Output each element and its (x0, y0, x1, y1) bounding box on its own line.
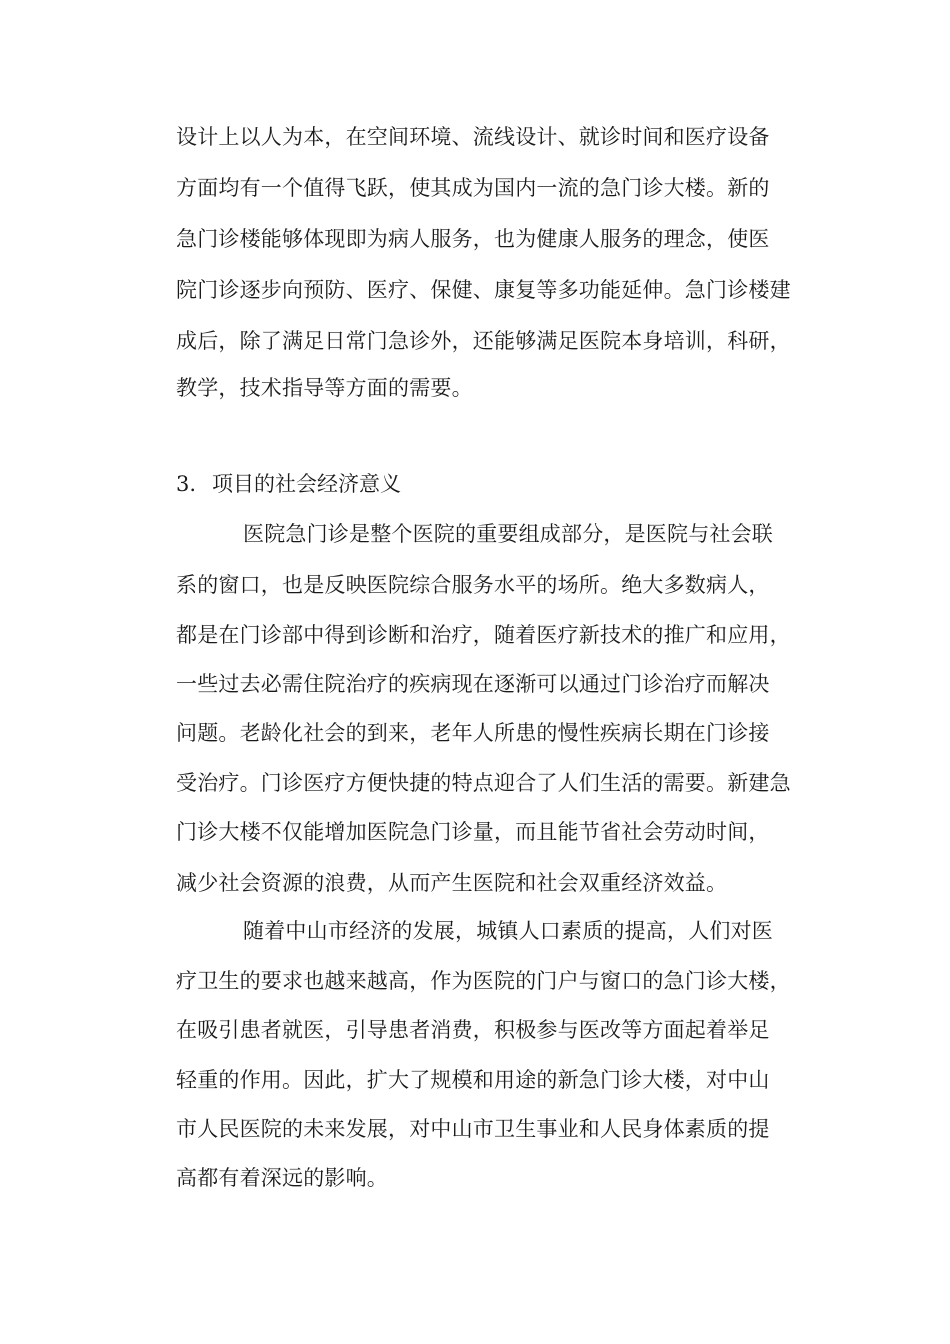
text-line: 问题。老龄化社会的到来，老年人所患的慢性疾病长期在门诊接 (176, 721, 770, 745)
section-heading (176, 471, 401, 497)
text-line: 都是在门诊部中得到诊断和治疗，随着医疗新技术的推广和应用， (176, 623, 791, 647)
text-line: 市人民医院的未来发展，对中山市卫生事业和人民身体素质的提 (176, 1117, 770, 1141)
text-line: 院门诊逐步向预防、医疗、保健、康复等多功能延伸。急门诊楼建 (176, 278, 791, 302)
section-number: 3. (176, 472, 197, 496)
text-line: 受治疗。门诊医疗方便快捷的特点迎合了人们生活的需要。新建急 (176, 771, 791, 795)
text-line: 方面均有一个值得飞跃，使其成为国内一流的急门诊大楼。新的 (176, 176, 770, 200)
text-line: 疗卫生的要求也越来越高，作为医院的门户与窗口的急门诊大楼， (176, 969, 791, 993)
text-line: 在吸引患者就医，引导患者消费，积极参与医改等方面起着举足 (176, 1018, 770, 1042)
section-title: 项目的社会经济意义 (212, 472, 401, 496)
paragraph-first-line: 医院急门诊是整个医院的重要组成部分，是医院与社会联 (243, 522, 773, 546)
text-line: 一些过去必需住院治疗的疾病现在逐渐可以通过门诊治疗而解决 (176, 672, 770, 696)
text-line: 教学，技术指导等方面的需要。 (176, 376, 473, 400)
paragraph-first-line: 随着中山市经济的发展，城镇人口素质的提高，人们对医 (243, 919, 773, 943)
text-line: 门诊大楼不仅能增加医院急门诊量，而且能节省社会劳动时间， (176, 820, 770, 844)
text-line: 成后，除了满足日常门急诊外，还能够满足医院本身培训，科研， (176, 329, 791, 353)
text-line: 轻重的作用。因此，扩大了规模和用途的新急门诊大楼，对中山 (176, 1068, 770, 1092)
text-line: 减少社会资源的浪费，从而产生医院和社会双重经济效益。 (176, 871, 728, 895)
text-line: 急门诊楼能够体现即为病人服务，也为健康人服务的理念，使医 (176, 227, 770, 251)
text-line: 设计上以人为本，在空间环境、流线设计、就诊时间和医疗设备 (176, 125, 770, 149)
text-line: 高都有着深远的影响。 (176, 1166, 388, 1190)
text-line: 系的窗口，也是反映医院综合服务水平的场所。绝大多数病人， (176, 573, 770, 597)
